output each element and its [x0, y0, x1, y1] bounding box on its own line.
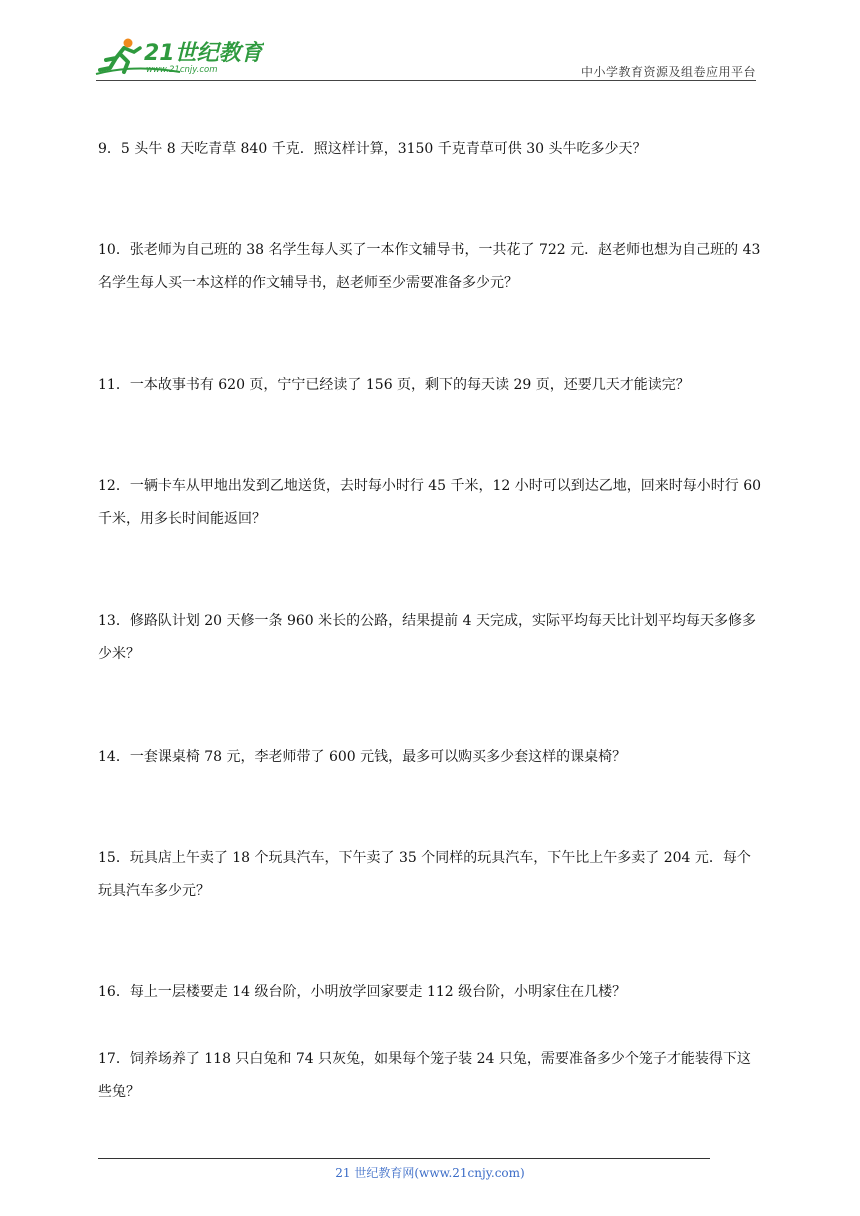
question-11: 11．一本故事书有 620 页，宁宁已经读了 156 页，剩下的每天读 29 页，还要几天才能读完？ — [98, 377, 690, 393]
logo-wordmark: 21世纪教育 — [144, 41, 263, 66]
question-17: 17．饲养场养了 118 只白兔和 74 只灰兔，如果每个笼子装 24 只兔，需要准备多少个笼子才能装得下这些兔？ — [98, 1051, 751, 1100]
question-12: 12．一辆卡车从甲地出发到乙地送货，去时每小时行 45 千米，12 小时可以到达乙地，回来时每小时行 60 千米，用多长时间能返回？ — [98, 478, 762, 527]
platform-name: 中小学教育资源及组卷应用平台 — [580, 65, 756, 79]
footer-text[interactable]: 21 世纪教育网(www.21cnjy.com) — [335, 1166, 525, 1180]
header-divider — [96, 80, 756, 81]
question-13: 13．修路队计划 20 天修一条 960 米长的公路，结果提前 4 天完成，实际平均每天比计划平均每天多修多少米？ — [98, 613, 756, 662]
question-15: 15．玩具店上午卖了 18 个玩具汽车，下午卖了 35 个同样的玩具汽车，下午比上午多卖了 204 元．每个玩具汽车多少元？ — [98, 850, 751, 899]
footer-divider — [98, 1158, 710, 1159]
page-header — [0, 0, 860, 90]
question-9: 9．5 头牛 8 天吃青草 840 千克．照这样计算，3150 千克青草可供 30 头牛吃多少天？ — [98, 141, 647, 157]
site-logo — [94, 34, 264, 78]
question-16: 16．每上一层楼要走 14 级台阶，小明放学回家要走 112 级台阶，小明家住在几楼？ — [98, 984, 627, 1000]
logo-url: www.21cnjy.com — [146, 65, 218, 75]
question-14: 14．一套课桌椅 78 元，李老师带了 600 元钱，最多可以购买多少套这样的课桌椅？ — [98, 749, 627, 765]
running-man-logo-icon — [94, 34, 264, 78]
question-10: 10．张老师为自己班的 38 名学生每人买了一本作文辅导书，一共花了 722 元．赵老师也想为自己班的 43 名学生每人买一本这样的作文辅导书，赵老师至少需要准备多少元？ — [98, 242, 761, 291]
